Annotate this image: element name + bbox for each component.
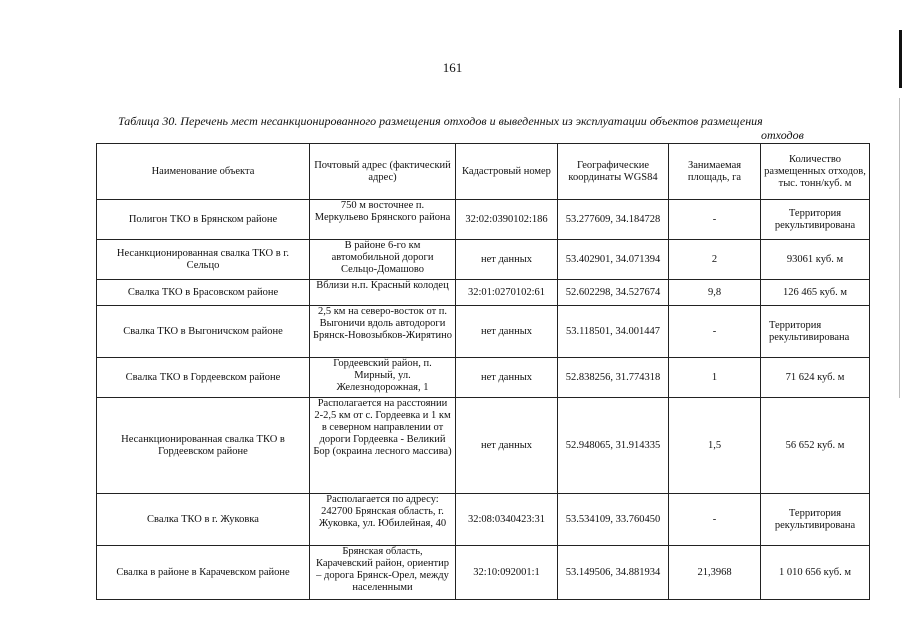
cell-area: 1: [669, 358, 761, 398]
caption-line-1: Таблица 30. Перечень мест несанкционированного размещения отходов и выведенных из эксплуатации объектов размещения: [118, 114, 763, 128]
cell-cadastral: нет данных: [456, 358, 558, 398]
table-row: [97, 398, 870, 494]
cell-name: Несанкционированная свалка ТКО в Гордеевском районе: [97, 398, 310, 494]
cell-area: 1,5: [669, 398, 761, 494]
cell-address: Вблизи н.п. Красный колодец: [310, 280, 456, 306]
cell-cadastral: нет данных: [456, 398, 558, 494]
cell-cadastral: нет данных: [456, 306, 558, 358]
cell-coordinates: 52.602298, 34.527674: [558, 280, 669, 306]
cell-name: Свалка ТКО в Выгоничском районе: [97, 306, 310, 358]
cell-address: 750 м восточнее п. Меркульево Брянского района: [310, 200, 456, 240]
cell-address: Располагается по адресу: 242700 Брянская область, г. Жуковка, ул. Юбилейная, 40: [310, 494, 456, 546]
table-row: [97, 280, 870, 306]
cell-area: -: [669, 200, 761, 240]
cell-coordinates: 53.149506, 34.881934: [558, 546, 669, 600]
table-header-row: [97, 144, 870, 200]
waste-sites-table: [96, 143, 870, 600]
table-row: [97, 200, 870, 240]
cell-amount: 56 652 куб. м: [761, 398, 870, 494]
cell-coordinates: 53.118501, 34.001447: [558, 306, 669, 358]
scan-edge-bar: [899, 30, 902, 88]
cell-coordinates: 52.948065, 31.914335: [558, 398, 669, 494]
scan-edge-line: [899, 98, 900, 398]
cell-cadastral: 32:10:092001:1: [456, 546, 558, 600]
header-name: Наименование объекта: [97, 144, 310, 200]
cell-amount: 126 465 куб. м: [761, 280, 870, 306]
cell-address: Брянская область, Карачевский район, ориентир – дорога Брянск-Орел, между населенными: [310, 546, 456, 600]
cell-cadastral: 32:08:0340423:31: [456, 494, 558, 546]
header-cadastral: Кадастровый номер: [456, 144, 558, 200]
cell-amount: 93061 куб. м: [761, 240, 870, 280]
cell-cadastral: нет данных: [456, 240, 558, 280]
table-row: [97, 240, 870, 280]
cell-amount: 1 010 656 куб. м: [761, 546, 870, 600]
cell-amount: Территория рекультивирована: [761, 200, 870, 240]
cell-area: 21,3968: [669, 546, 761, 600]
table-row: [97, 546, 870, 600]
cell-name: Несанкционированная свалка ТКО в г. Сельцо: [97, 240, 310, 280]
cell-address: В районе 6-го км автомобильной дороги Сельцо-Домашово: [310, 240, 456, 280]
cell-coordinates: 53.534109, 33.760450: [558, 494, 669, 546]
cell-address: 2,5 км на северо-восток от п. Выгоничи вдоль автодороги Брянск-Новозыбков-Жирятино: [310, 306, 456, 358]
table-row: [97, 494, 870, 546]
header-address: Почтовый адрес (фактический адрес): [310, 144, 456, 200]
cell-address: Гордеевский район, п. Мирный, ул. Железнодорожная, 1: [310, 358, 456, 398]
cell-name: Свалка ТКО в Гордеевском районе: [97, 358, 310, 398]
cell-name: Свалка в районе в Карачевском районе: [97, 546, 310, 600]
cell-area: -: [669, 494, 761, 546]
cell-coordinates: 53.402901, 34.071394: [558, 240, 669, 280]
page-number: 161: [442, 60, 463, 75]
table-row: [97, 358, 870, 398]
cell-coordinates: 53.277609, 34.184728: [558, 200, 669, 240]
caption-line-2: отходов: [761, 128, 804, 142]
cell-cadastral: 32:02:0390102:186: [456, 200, 558, 240]
cell-cadastral: 32:01:0270102:61: [456, 280, 558, 306]
cell-area: 2: [669, 240, 761, 280]
header-amount: Количество размещенных отходов, тыс. тонн/куб. м: [761, 144, 870, 200]
cell-amount: Территория рекультивирована: [761, 306, 870, 358]
table-caption: [118, 114, 818, 142]
header-area: Занимаемая площадь, га: [669, 144, 761, 200]
cell-area: 9,8: [669, 280, 761, 306]
table-row: [97, 306, 870, 358]
cell-coordinates: 52.838256, 31.774318: [558, 358, 669, 398]
cell-name: Свалка ТКО в г. Жуковка: [97, 494, 310, 546]
cell-name: Полигон ТКО в Брянском районе: [97, 200, 310, 240]
cell-amount: Территория рекультивирована: [761, 494, 870, 546]
cell-address: Располагается на расстоянии 2-2,5 км от с. Гордеевка и 1 км в северном направлении от дороги Гордеевка - Великий Бор (окраина лесного массива): [310, 398, 456, 494]
cell-name: Свалка ТКО в Брасовском районе: [97, 280, 310, 306]
header-coordinates: Географические координаты WGS84: [558, 144, 669, 200]
cell-amount: 71 624 куб. м: [761, 358, 870, 398]
cell-area: -: [669, 306, 761, 358]
